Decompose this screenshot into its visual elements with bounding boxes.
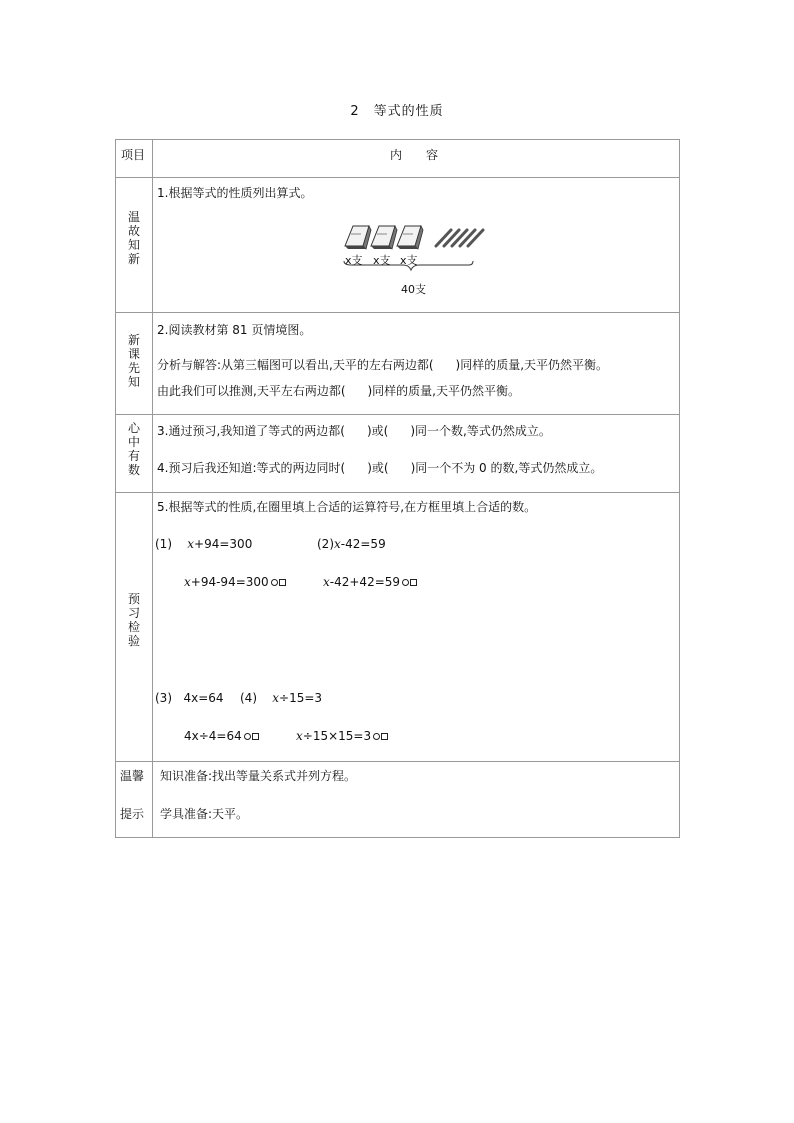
eraser-icon (371, 226, 397, 249)
question-3: 3.通过预习,我知道了等式的两边都( )或( )同一个数,等式仍然成立。 (157, 424, 551, 438)
section-label-new-lesson: 新 课 先 知 (127, 333, 140, 389)
number-box[interactable] (381, 733, 388, 740)
problem-4: (4) x÷15=3 (240, 691, 323, 705)
question-2: 2.阅读教材第 81 页情境图。 (157, 323, 312, 337)
worksheet-table (115, 139, 680, 838)
pencils-icon (436, 230, 483, 246)
problem-2-step: x-42+42=59 (323, 575, 417, 589)
tips-label-1: 温馨 (120, 769, 145, 783)
total-label: 40支 (401, 283, 426, 296)
row-divider (116, 312, 679, 313)
analysis-line-1: 分析与解答:从第三幅图可以看出,天平的左右两边都( )同样的质量,天平仍然平衡。 (157, 358, 609, 372)
number-box[interactable] (252, 733, 259, 740)
operator-circle[interactable] (271, 579, 278, 586)
problem-3-step: 4x÷4=64 (184, 729, 259, 743)
tips-label-2: 提示 (120, 807, 145, 821)
eraser-icon (345, 226, 371, 249)
header-item: 项目 (121, 148, 146, 162)
analysis-line-2: 由此我们可以推测,天平左右两边都( )同样的质量,天平仍然平衡。 (157, 384, 520, 398)
problem-1: (1) x+94=300 (155, 537, 253, 551)
box-label: x支 (400, 254, 418, 267)
problem-1-step: x+94-94=300 (184, 575, 286, 589)
eraser-icon (397, 226, 423, 249)
question-5: 5.根据等式的性质,在圈里填上合适的运算符号,在方框里填上合适的数。 (157, 500, 537, 514)
operator-circle[interactable] (402, 579, 409, 586)
section-label-review: 温 故 知 新 (127, 210, 140, 266)
tip-knowledge: 知识准备:找出等量关系式并列方程。 (160, 769, 357, 783)
row-divider (116, 414, 679, 415)
problem-3: (3) 4x=64 (155, 691, 224, 705)
section-label-mind: 心 中 有 数 (127, 421, 140, 477)
question-4: 4.预习后我还知道:等式的两边同时( )或( )同一个不为 0 的数,等式仍然成立。 (157, 461, 603, 475)
row-divider (116, 177, 679, 178)
question-1: 1.根据等式的性质列出算式。 (157, 186, 313, 200)
problem-4-step: x÷15×15=3 (296, 729, 388, 743)
header-content: 内 容 (390, 148, 439, 162)
section-label-preview: 预 习 检 验 (127, 592, 140, 648)
row-divider (116, 761, 679, 762)
operator-circle[interactable] (373, 733, 380, 740)
box-label: x支 (345, 254, 363, 267)
page-title: 2 等式的性质 (350, 104, 444, 119)
box-label: x支 (373, 254, 391, 267)
tip-tools: 学具准备:天平。 (160, 807, 249, 821)
number-box[interactable] (410, 579, 417, 586)
row-divider (116, 492, 679, 493)
operator-circle[interactable] (244, 733, 251, 740)
number-box[interactable] (279, 579, 286, 586)
column-divider (152, 140, 153, 837)
problem-2: (2)x-42=59 (317, 537, 386, 551)
